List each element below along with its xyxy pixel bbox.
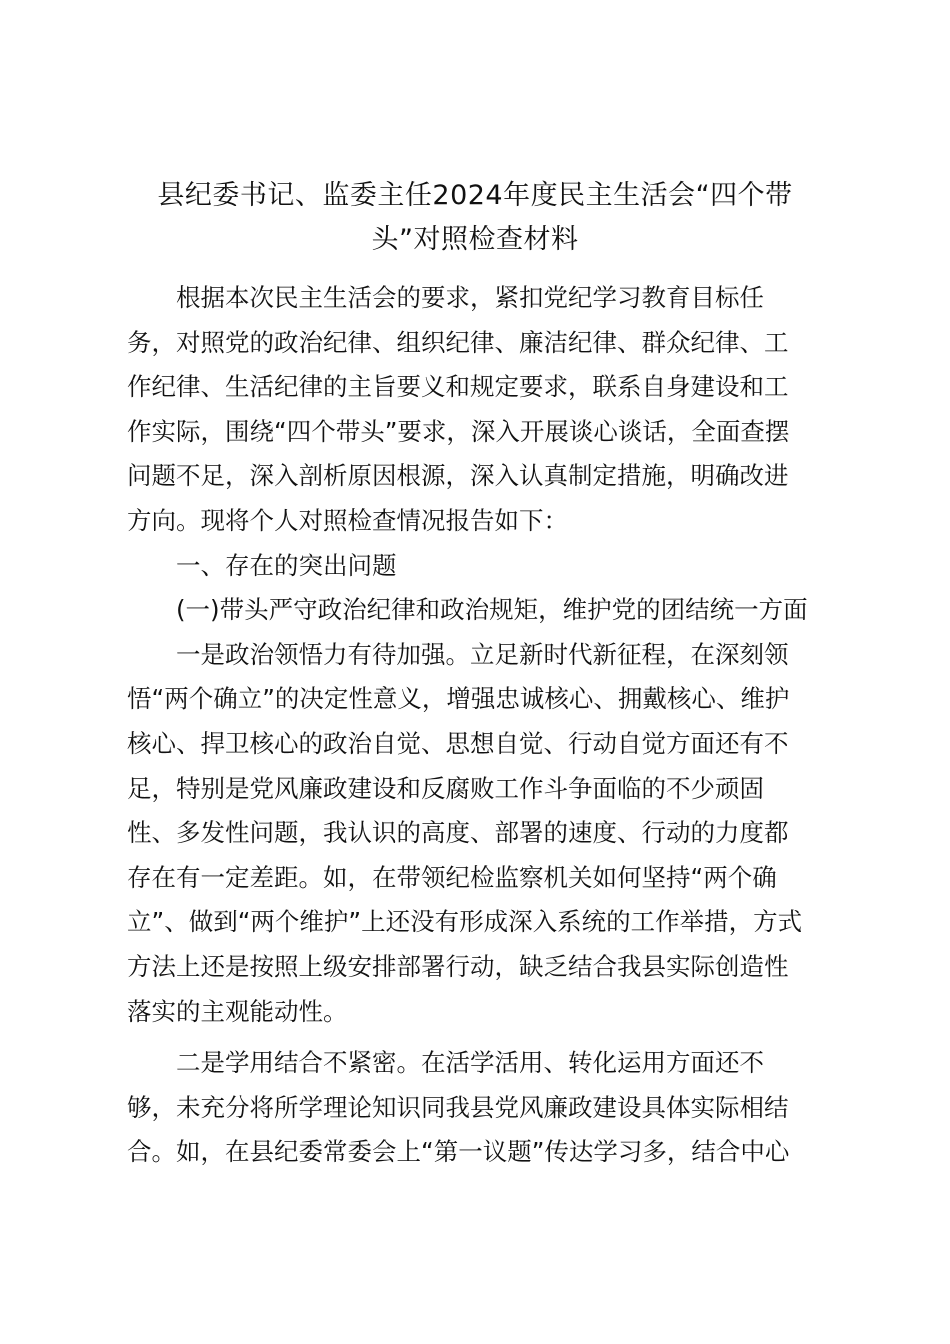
document-body bbox=[127, 276, 831, 1175]
paragraph-point-one-line: 方法上还是按照上级安排部署行动，缺乏结合我县实际创造性 bbox=[127, 951, 789, 981]
paragraph-intro-line: 问题不足，深入剖析原因根源，深入认真制定措施，明确改进 bbox=[127, 461, 789, 491]
document-title bbox=[118, 174, 832, 262]
paragraph-point-one-line: 足，特别是党风廉政建设和反腐败工作斗争面临的不少顽固 bbox=[127, 773, 764, 803]
paragraph-intro-line: 作纪律、生活纪律的主旨要义和规定要求，联系自身建设和工 bbox=[127, 372, 789, 402]
section-heading: 一、存在的突出问题 bbox=[176, 550, 397, 580]
paragraph-point-one-line: 落实的主观能动性。 bbox=[127, 996, 348, 1026]
subsection-heading: (一)带头严守政治纪律和政治规矩，维护党的团结统一方面 bbox=[176, 595, 808, 625]
paragraph-point-two-line: 合。如，在县纪委常委会上“第一议题”传达学习多，结合中心 bbox=[127, 1137, 790, 1167]
title-line-2: 头”对照检查材料 bbox=[371, 224, 579, 255]
paragraph-intro-line: 作实际，围绕“四个带头”要求，深入开展谈心谈话，全面查摆 bbox=[127, 416, 790, 446]
paragraph-point-two-line: 够，未充分将所学理论知识同我县党风廉政建设具体实际相结 bbox=[127, 1092, 789, 1122]
paragraph-intro-line: 根据本次民主生活会的要求，紧扣党纪学习教育目标任 bbox=[176, 283, 764, 312]
paragraph-point-one-line: 核心、捍卫核心的政治自觉、思想自觉、行动自觉方面还有不 bbox=[127, 728, 789, 758]
paragraph-point-one-line: 悟“两个确立”的决定性意义，增强忠诚核心、拥戴核心、维护 bbox=[127, 684, 790, 714]
paragraph-point-one-line: 存在有一定差距。如，在带领纪检监察机关如何坚持“两个确 bbox=[127, 862, 777, 892]
paragraph-point-two-line: 二是学用结合不紧密。在活学活用、转化运用方面还不 bbox=[176, 1048, 764, 1078]
paragraph-point-one-line: 立”、做到“两个维护”上还没有形成深入系统的工作举措，方式 bbox=[127, 907, 803, 937]
paragraph-intro-line: 方向。现将个人对照检查情况报告如下： bbox=[127, 505, 568, 535]
paragraph-intro-line: 务，对照党的政治纪律、组织纪律、廉洁纪律、群众纪律、工 bbox=[127, 327, 789, 357]
paragraph-point-one-line: 性、多发性问题，我认识的高度、部署的速度、行动的力度都 bbox=[127, 818, 789, 848]
paragraph-point-one-line: 一是政治领悟力有待加强。立足新时代新征程，在深刻领 bbox=[176, 639, 789, 669]
title-line-1: 县纪委书记、监委主任2024年度民主生活会“四个带 bbox=[157, 180, 793, 211]
